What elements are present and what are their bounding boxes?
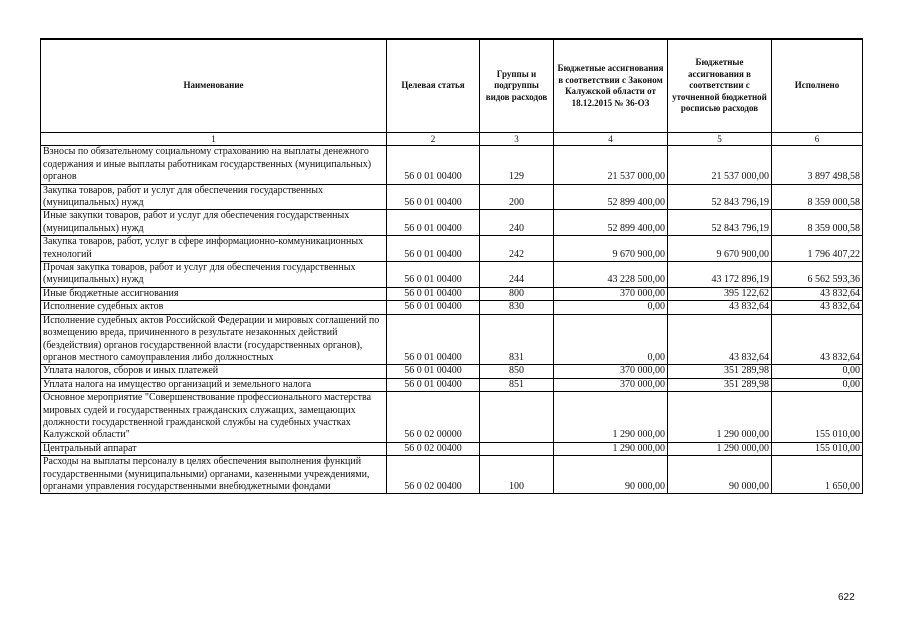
row-refined-amount: 351 289,98 [668, 378, 772, 391]
table-row [41, 378, 863, 391]
table-row [41, 456, 863, 494]
row-law-amount: 21 537 000,00 [554, 146, 668, 184]
row-law-amount: 52 899 400,00 [554, 210, 668, 236]
row-executed-amount: 8 359 000,58 [772, 210, 863, 236]
row-group [480, 392, 554, 443]
table-row [41, 314, 863, 365]
row-refined-amount: 395 122,62 [668, 287, 772, 300]
row-refined-amount: 351 289,98 [668, 365, 772, 378]
row-name: Прочая закупка товаров, работ и услуг для обеспечения государственных (муниципальных) нужд [41, 262, 387, 288]
row-name: Расходы на выплаты персоналу в целях обеспечения выполнения функций государственными (муниципальными) органами, казенными учреждениями, органами управления государственными внебюджетными фондами [41, 456, 387, 494]
row-executed-amount: 155 010,00 [772, 392, 863, 443]
table-row [41, 236, 863, 262]
table-body [41, 146, 863, 494]
row-group: 800 [480, 287, 554, 300]
row-executed-amount: 155 010,00 [772, 442, 863, 455]
row-group: 850 [480, 365, 554, 378]
row-article: 56 0 01 00400 [387, 365, 480, 378]
row-name: Иные закупки товаров, работ и услуг для обеспечения государственных (муниципальных) нужд [41, 210, 387, 236]
header-law: Бюджетные ассигнования в соответствии с Законом Калужской области от 18.12.2015 № 36-ОЗ [554, 39, 668, 133]
row-group: 242 [480, 236, 554, 262]
row-refined-amount: 43 832,64 [668, 301, 772, 314]
row-refined-amount: 43 172 896,19 [668, 262, 772, 288]
row-law-amount: 0,00 [554, 314, 668, 365]
row-law-amount: 9 670 900,00 [554, 236, 668, 262]
row-article: 56 0 01 00400 [387, 314, 480, 365]
row-article: 56 0 02 00400 [387, 442, 480, 455]
row-article: 56 0 01 00400 [387, 184, 480, 210]
row-name: Закупка товаров, работ, услуг в сфере информационно-коммуникационных технологий [41, 236, 387, 262]
row-group: 244 [480, 262, 554, 288]
row-refined-amount: 90 000,00 [668, 456, 772, 494]
row-article: 56 0 01 00400 [387, 210, 480, 236]
row-name: Уплата налогов, сборов и иных платежей [41, 365, 387, 378]
table-row [41, 287, 863, 300]
row-name: Иные бюджетные ассигнования [41, 287, 387, 300]
row-article: 56 0 01 00400 [387, 378, 480, 391]
table-row [41, 301, 863, 314]
row-article: 56 0 02 00000 [387, 392, 480, 443]
row-refined-amount: 1 290 000,00 [668, 392, 772, 443]
col-number: 1 [41, 133, 387, 146]
row-refined-amount: 21 537 000,00 [668, 146, 772, 184]
row-article: 56 0 01 00400 [387, 287, 480, 300]
table-row [41, 262, 863, 288]
table-row [41, 184, 863, 210]
row-refined-amount: 52 843 796,19 [668, 184, 772, 210]
row-refined-amount: 43 832,64 [668, 314, 772, 365]
row-name: Центральный аппарат [41, 442, 387, 455]
row-law-amount: 370 000,00 [554, 287, 668, 300]
row-refined-amount: 1 290 000,00 [668, 442, 772, 455]
row-law-amount: 43 228 500,00 [554, 262, 668, 288]
row-name: Закупка товаров, работ и услуг для обеспечения государственных (муниципальных) нужд [41, 184, 387, 210]
row-law-amount: 370 000,00 [554, 365, 668, 378]
row-group: 830 [480, 301, 554, 314]
row-executed-amount: 3 897 498,58 [772, 146, 863, 184]
table-row [41, 365, 863, 378]
table-row [41, 442, 863, 455]
table-row [41, 210, 863, 236]
row-name: Основное мероприятие "Совершенствование профессионального мастерства мировых судей и государственных гражданских служащих, замещающих должности государственной гражданской службы на судебных участках Калужской области" [41, 392, 387, 443]
row-law-amount: 52 899 400,00 [554, 184, 668, 210]
col-number: 5 [668, 133, 772, 146]
row-law-amount: 0,00 [554, 301, 668, 314]
row-article: 56 0 01 00400 [387, 262, 480, 288]
row-name: Уплата налога на имущество организаций и земельного налога [41, 378, 387, 391]
header-refined: Бюджетные ассигнования в соответствии с уточненной бюджетной росписью расходов [668, 39, 772, 133]
col-number: 2 [387, 133, 480, 146]
page-number: 622 [838, 592, 855, 603]
header-name: Наименование [41, 39, 387, 133]
header-article: Целевая статья [387, 39, 480, 133]
col-number: 4 [554, 133, 668, 146]
row-law-amount: 1 290 000,00 [554, 392, 668, 443]
row-group: 240 [480, 210, 554, 236]
header-groups: Группы и подгруппы видов расходов [480, 39, 554, 133]
header-done: Исполнено [772, 39, 863, 133]
row-article: 56 0 02 00400 [387, 456, 480, 494]
row-group [480, 442, 554, 455]
row-executed-amount: 1 650,00 [772, 456, 863, 494]
row-executed-amount: 43 832,64 [772, 287, 863, 300]
row-executed-amount: 0,00 [772, 378, 863, 391]
row-group: 831 [480, 314, 554, 365]
row-executed-amount: 0,00 [772, 365, 863, 378]
row-refined-amount: 9 670 900,00 [668, 236, 772, 262]
row-law-amount: 370 000,00 [554, 378, 668, 391]
row-executed-amount: 1 796 407,22 [772, 236, 863, 262]
header-row [41, 39, 863, 133]
row-executed-amount: 43 832,64 [772, 314, 863, 365]
row-group: 100 [480, 456, 554, 494]
col-number: 6 [772, 133, 863, 146]
table-row [41, 146, 863, 184]
row-group: 851 [480, 378, 554, 391]
row-name: Взносы по обязательному социальному страхованию на выплаты денежного содержания и иные выплаты работникам государственных (муниципальных) органов [41, 146, 387, 184]
row-group: 129 [480, 146, 554, 184]
row-executed-amount: 6 562 593,36 [772, 262, 863, 288]
row-refined-amount: 52 843 796,19 [668, 210, 772, 236]
row-name: Исполнение судебных актов Российской Федерации и мировых соглашений по возмещению вреда, причиненного в результате незаконных действий (бездействия) органов государственной власти (государственных органов), органов местного самоуправления либо должностных [41, 314, 387, 365]
column-number-row [41, 133, 863, 146]
row-law-amount: 1 290 000,00 [554, 442, 668, 455]
row-name: Исполнение судебных актов [41, 301, 387, 314]
row-executed-amount: 43 832,64 [772, 301, 863, 314]
table-row [41, 392, 863, 443]
row-group: 200 [480, 184, 554, 210]
row-article: 56 0 01 00400 [387, 146, 480, 184]
row-article: 56 0 01 00400 [387, 301, 480, 314]
row-article: 56 0 01 00400 [387, 236, 480, 262]
col-number: 3 [480, 133, 554, 146]
row-executed-amount: 8 359 000,58 [772, 184, 863, 210]
budget-table [40, 38, 863, 494]
row-law-amount: 90 000,00 [554, 456, 668, 494]
